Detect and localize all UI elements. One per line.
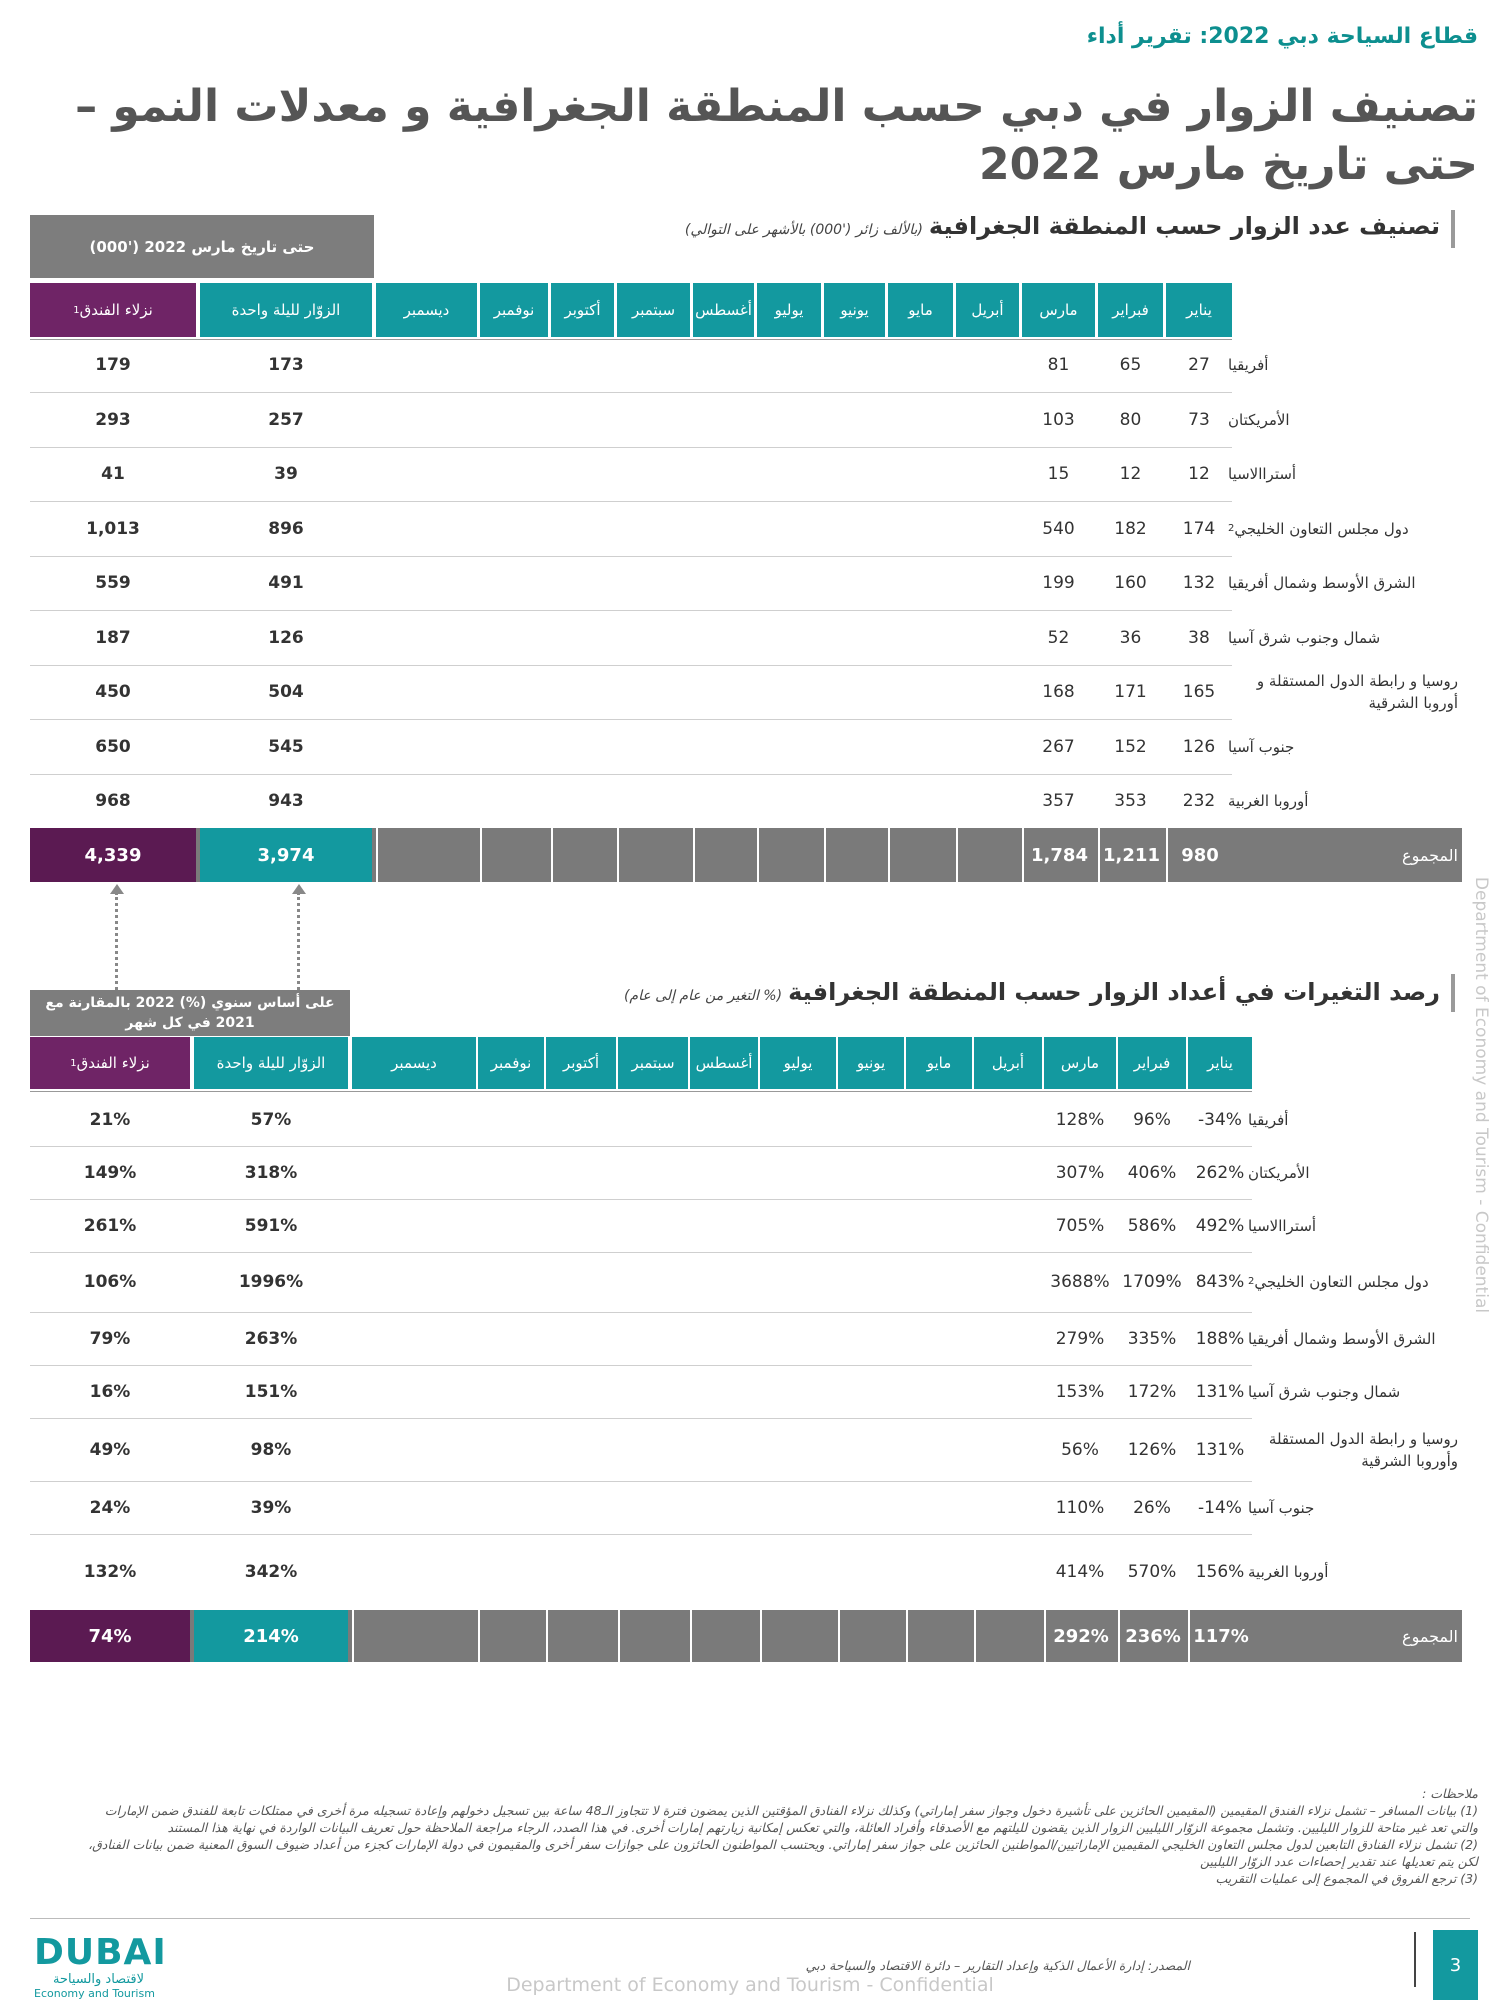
region-label	[1228, 338, 1458, 392]
note-2-cont: لكن يتم تعديلها عند تقدير إحصاءات عدد الزوّار الليليين	[1199, 1854, 1478, 1869]
hotel-guests-value: 16%	[89, 1381, 131, 1402]
month-value: 96%	[1133, 1110, 1171, 1130]
overnight-value: 943	[268, 791, 304, 811]
total-month-value	[757, 828, 821, 882]
region-label	[1248, 1481, 1458, 1534]
total-month-value	[888, 828, 953, 882]
region-label	[1248, 1146, 1458, 1199]
total-month-value	[956, 828, 1019, 882]
total-month-value	[693, 828, 754, 882]
overnight-value: 39%	[250, 1497, 292, 1518]
overnight-value: 591%	[244, 1215, 298, 1236]
overnight-value: 504	[268, 682, 304, 702]
month-value: 188%	[1195, 1328, 1245, 1349]
logo-wordmark: DUBAI	[34, 1932, 167, 1973]
total-month-value: 292%	[1044, 1610, 1116, 1662]
total-month-value	[546, 1610, 616, 1662]
logo-english: Economy and Tourism	[34, 1987, 155, 2000]
month-value: 80	[1119, 409, 1142, 430]
hotel-guests-value: 79%	[89, 1328, 131, 1349]
arrow-up-icon	[110, 884, 124, 894]
month-value: 103	[1042, 409, 1075, 430]
header-divider	[30, 1091, 1252, 1092]
note-1: (1) بيانات المسافر – تشمل نزلاء الفندق المقيمين (المقيمين الحائزين على تأشيرة دخول وجواز سفر إماراتي) وكذلك نزلاء الفنادق المؤقتين الذين يمضون فترة لا تتجاوز الـ48 ساعة بين تسجيل دخولهم وإعادة تسجيله مرة أخرى في ممتلكات تابعة للفندق ضمن الإمارات	[104, 1803, 1478, 1818]
region-label	[1248, 1534, 1458, 1610]
total-month-value	[618, 1610, 688, 1662]
month-value: 267	[1042, 736, 1075, 757]
month-value: 172%	[1127, 1381, 1177, 1402]
table1-title: تصنيف عدد الزوار حسب المنطقة الجغرافية(بالألف زائر ('000) بالأشهر على التوالي)	[684, 212, 1440, 240]
month-value: 52	[1047, 627, 1070, 648]
hotel-guests-value: 24%	[89, 1497, 131, 1518]
region-label	[1248, 1418, 1458, 1481]
notes-heading: ملاحظات :	[1422, 1786, 1478, 1801]
month-value: 279%	[1055, 1328, 1105, 1349]
overnight-value: 173	[268, 355, 304, 375]
overnight-value: 98%	[250, 1439, 292, 1460]
section-bar	[1451, 210, 1455, 248]
region-label	[1228, 393, 1458, 447]
total-label: المجموع	[1402, 1626, 1458, 1646]
total-month-value	[551, 828, 614, 882]
region-name: جنوب آسيا	[1248, 1498, 1315, 1517]
footnote-mark: 2	[1228, 522, 1235, 534]
region-label	[1228, 447, 1458, 501]
total-month-value	[974, 1610, 1042, 1662]
month-value: 156%	[1195, 1562, 1245, 1582]
overnight-value: 39	[274, 464, 298, 484]
confidential-side-text: Department of Economy and Tourism - Confidential	[1471, 876, 1491, 1314]
month-value: 65	[1119, 355, 1142, 375]
month-header: مارس	[1044, 1037, 1116, 1089]
month-value: 12	[1188, 464, 1210, 484]
month-header: مايو	[906, 1037, 972, 1089]
month-value: 110%	[1055, 1497, 1105, 1518]
month-value: 174	[1182, 518, 1216, 539]
overnight-value: 126	[268, 627, 304, 648]
month-value: 335%	[1127, 1328, 1177, 1349]
month-value: 3688%	[1050, 1272, 1110, 1292]
hotel-guests-value: 559	[95, 573, 131, 593]
total-overnight-value: 214%	[194, 1610, 348, 1662]
footer-divider	[30, 1918, 1470, 1919]
table2-ytd-header: على أساس سنوي (%) 2022 بالمقارنة مع 2021 في كل شهر	[30, 990, 350, 1036]
month-header: يناير	[1188, 1037, 1252, 1089]
total-month-value: 1,211	[1098, 828, 1163, 882]
month-value: 171	[1114, 682, 1147, 702]
month-header: فبراير	[1118, 1037, 1186, 1089]
month-value: -34%	[1198, 1110, 1242, 1130]
month-value: 353	[1114, 791, 1147, 811]
logo-arabic: لاقتصاد والسياحة	[52, 1972, 144, 1987]
total-month-value	[480, 828, 548, 882]
total-hotel-guests-value: 74%	[30, 1610, 190, 1662]
total-overnight-value: 3,974	[200, 828, 372, 882]
hotel-guests-value: 179	[95, 355, 131, 375]
month-header: يوليو	[760, 1037, 836, 1089]
region-name: جنوب آسيا	[1228, 737, 1295, 756]
region-label	[1228, 556, 1458, 610]
report-supertitle: قطاع السياحة دبي 2022: تقرير أداء	[1086, 24, 1478, 49]
month-header: فبراير	[1098, 283, 1163, 337]
total-month-value	[824, 828, 885, 882]
overnight-value: 151%	[244, 1381, 298, 1402]
month-header: سبتمبر	[617, 283, 690, 337]
total-month-value	[478, 1610, 544, 1662]
region-label	[1248, 1312, 1458, 1365]
region-label	[1228, 611, 1458, 665]
hotel-guests-value: 650	[95, 736, 131, 757]
hotel-guests-label: نزلاء الفندق	[79, 301, 153, 319]
month-value: 168	[1042, 682, 1075, 702]
region-name: دول مجلس التعاون الخليجي	[1234, 519, 1409, 538]
region-name: روسيا و رابطة الدول المستقلة و أوروبا الشرقية	[1256, 672, 1458, 712]
month-value: 26%	[1133, 1497, 1171, 1518]
overnight-header: الزوّار لليلة واحدة	[200, 283, 372, 337]
month-value: 262%	[1195, 1162, 1245, 1183]
month-value: 81	[1047, 355, 1070, 375]
month-header: نوفمبر	[478, 1037, 544, 1089]
region-label	[1248, 1094, 1458, 1146]
month-header: يونيو	[838, 1037, 904, 1089]
region-name: أفريقيا	[1248, 1111, 1289, 1129]
month-header: أكتوبر	[551, 283, 614, 337]
region-name: أوروبا الغربية	[1228, 792, 1309, 810]
region-name: أستراالاسيا	[1248, 1216, 1317, 1235]
overnight-value: 263%	[244, 1328, 298, 1349]
overnight-value: 491	[268, 573, 304, 593]
hotel-guests-value: 450	[95, 682, 131, 702]
hotel-guests-value: 968	[95, 791, 131, 811]
month-value: 15	[1047, 464, 1070, 484]
region-label	[1228, 774, 1458, 828]
total-month-value: 117%	[1188, 1610, 1252, 1662]
hotel-guests-value: 293	[95, 409, 131, 430]
dotted-arrow-line	[115, 892, 118, 990]
month-header: سبتمبر	[618, 1037, 688, 1089]
month-header: ديسمبر	[376, 283, 477, 337]
hotel-guests-value: 106%	[83, 1272, 137, 1292]
section-bar	[1451, 974, 1455, 1012]
hotel-guests-header	[30, 283, 196, 337]
month-header: أبريل	[956, 283, 1019, 337]
month-value: 406%	[1127, 1162, 1177, 1183]
source-note: المصدر: إدارة الأعمال الذكية وإعداد التقارير – دائرة الاقتصاد والسياحة دبي	[805, 1958, 1190, 1973]
month-header: أكتوبر	[546, 1037, 616, 1089]
overnight-value: 318%	[244, 1162, 298, 1183]
month-value: 232	[1182, 791, 1216, 811]
region-label	[1248, 1199, 1458, 1252]
hotel-guests-label: نزلاء الفندق	[76, 1054, 150, 1072]
month-value: 414%	[1055, 1562, 1105, 1582]
month-header: أغسطس	[690, 1037, 758, 1089]
overnight-header: الزوّار لليلة واحدة	[194, 1037, 348, 1089]
arrow-up-icon	[292, 884, 306, 894]
region-label	[1248, 1365, 1458, 1418]
region-name: أفريقيا	[1228, 356, 1269, 374]
hotel-guests-value: 41	[101, 464, 125, 484]
page-number: 3	[1433, 1930, 1478, 2000]
total-hotel-guests-value: 4,339	[30, 828, 196, 882]
month-header: يونيو	[824, 283, 885, 337]
hotel-guests-value: 261%	[83, 1215, 137, 1236]
region-name: أستراالاسيا	[1228, 465, 1297, 483]
total-month-value: 1,784	[1022, 828, 1095, 882]
hotel-guests-value: 21%	[89, 1110, 131, 1130]
page-title: تصنيف الزوار في دبي حسب المنطقة الجغرافية و معدلات النمو – حتى تاريخ مارس 2022	[75, 81, 1478, 190]
month-value: 586%	[1127, 1215, 1177, 1236]
month-value: 705%	[1055, 1215, 1105, 1236]
hotel-guests-value: 149%	[83, 1162, 137, 1183]
region-label	[1228, 502, 1458, 556]
month-value: 152	[1114, 736, 1147, 757]
month-value: 160	[1114, 573, 1147, 593]
month-header: أبريل	[974, 1037, 1042, 1089]
note-3: (3) ترجع الفروق في المجموع إلى عمليات التقريب	[1215, 1871, 1478, 1886]
hotel-guests-header	[30, 1037, 190, 1089]
total-month-value	[760, 1610, 836, 1662]
footnote-mark: 1	[73, 304, 80, 316]
overnight-value: 545	[268, 736, 304, 757]
dotted-arrow-line	[297, 892, 300, 990]
overnight-value: 257	[268, 409, 304, 430]
overnight-value: 57%	[250, 1110, 292, 1130]
overnight-value: 342%	[244, 1562, 298, 1582]
total-month-value	[352, 1610, 476, 1662]
month-header: ديسمبر	[352, 1037, 476, 1089]
hotel-guests-value: 1,013	[86, 518, 140, 539]
month-header: مارس	[1022, 283, 1095, 337]
region-label	[1228, 720, 1458, 774]
month-header: يوليو	[757, 283, 821, 337]
region-name: روسيا و رابطة الدول المستقلة وأوروبا الشرقية	[1268, 1429, 1458, 1470]
total-month-value	[906, 1610, 972, 1662]
region-name: شمال وجنوب شرق آسيا	[1228, 628, 1381, 647]
month-header: أغسطس	[693, 283, 754, 337]
region-name: دول مجلس التعاون الخليجي	[1254, 1273, 1429, 1291]
month-value: 128%	[1055, 1110, 1105, 1130]
total-month-value	[376, 828, 477, 882]
overnight-value: 1996%	[238, 1272, 304, 1292]
total-month-value	[617, 828, 690, 882]
region-label	[1228, 665, 1458, 719]
month-header: نوفمبر	[480, 283, 548, 337]
table1-ytd-header: حتى تاريخ مارس 2022 ('000)	[30, 215, 374, 278]
total-month-value: 980	[1166, 828, 1232, 882]
hotel-guests-value: 132%	[83, 1562, 137, 1582]
month-value: 126%	[1127, 1439, 1177, 1460]
month-value: 540	[1042, 518, 1075, 539]
region-name: الأمريكتان	[1248, 1163, 1310, 1182]
month-value: 73	[1188, 409, 1210, 430]
region-name: الشرق الأوسط وشمال أفريقيا	[1228, 574, 1416, 592]
overnight-value: 896	[268, 518, 304, 539]
hotel-guests-value: 49%	[89, 1439, 131, 1460]
note-1-cont: والتي تعد غير متاحة للزوار الليليين. وتشمل مجموعة الزوّار الليليين الزوار الذين يقضون لليلتهم مع الأصدقاء وأفراد العائلة، والتي تعكس إمكانية زيارتهم إمارات أخرى. في هذا الصدد، الرجاء مراجعة الملاحظة حول تعريف البيانات الواردة في نهاية هذا المستند	[167, 1820, 1478, 1835]
month-header: مايو	[888, 283, 953, 337]
month-value: 570%	[1127, 1562, 1177, 1582]
month-value: 36	[1119, 627, 1142, 648]
month-value: 38	[1188, 627, 1210, 648]
month-value: -14%	[1198, 1497, 1242, 1518]
month-value: 132	[1182, 573, 1216, 593]
hotel-guests-value: 187	[95, 627, 131, 648]
total-month-value	[838, 1610, 904, 1662]
table2-title: رصد التغيرات في أعداد الزوار حسب المنطقة الجغرافية(% التغير من عام إلى عام)	[623, 978, 1440, 1006]
month-value: 165	[1182, 682, 1216, 702]
month-value: 12	[1119, 464, 1142, 484]
total-month-value: 236%	[1118, 1610, 1186, 1662]
month-value: 27	[1188, 355, 1210, 375]
note-2: (2) تشمل نزلاء الفنادق التابعين لدول مجلس التعاون الخليجي المقيمين الإماراتيين/المواطنين الحائزين على جواز سفر إماراتي. ويحتسب المواطنون الحائزون على جوازات سفر أخرى والمقيمون في دولة الإمارات كجزء من أعداد ضيوف السوق المعنية ضمن بيانات الفنادق،	[88, 1837, 1478, 1852]
confidential-footer: Department of Economy and Tourism - Confidential	[506, 1974, 994, 1996]
region-name: الشرق الأوسط وشمال أفريقيا	[1248, 1329, 1436, 1348]
notes	[38, 1785, 1478, 1887]
region-name: أوروبا الغربية	[1248, 1563, 1329, 1581]
month-value: 56%	[1061, 1439, 1099, 1460]
total-month-value	[690, 1610, 758, 1662]
month-value: 182	[1114, 518, 1147, 539]
month-value: 153%	[1055, 1381, 1105, 1402]
region-name: شمال وجنوب شرق آسيا	[1248, 1382, 1401, 1401]
month-header: يناير	[1166, 283, 1232, 337]
month-value: 843%	[1195, 1272, 1245, 1292]
month-value: 492%	[1195, 1215, 1245, 1236]
month-value: 1709%	[1122, 1272, 1182, 1292]
region-name: الأمريكتان	[1228, 410, 1290, 429]
total-label: المجموع	[1402, 845, 1458, 865]
month-value: 307%	[1055, 1162, 1105, 1183]
month-value: 357	[1042, 791, 1075, 811]
month-value: 131%	[1195, 1381, 1245, 1402]
region-label	[1248, 1252, 1458, 1312]
month-value: 199	[1042, 573, 1075, 593]
footnote-mark: 1	[70, 1057, 77, 1069]
month-value: 131%	[1195, 1439, 1245, 1460]
month-value: 126	[1182, 736, 1216, 757]
footnote-mark: 2	[1248, 1276, 1255, 1287]
